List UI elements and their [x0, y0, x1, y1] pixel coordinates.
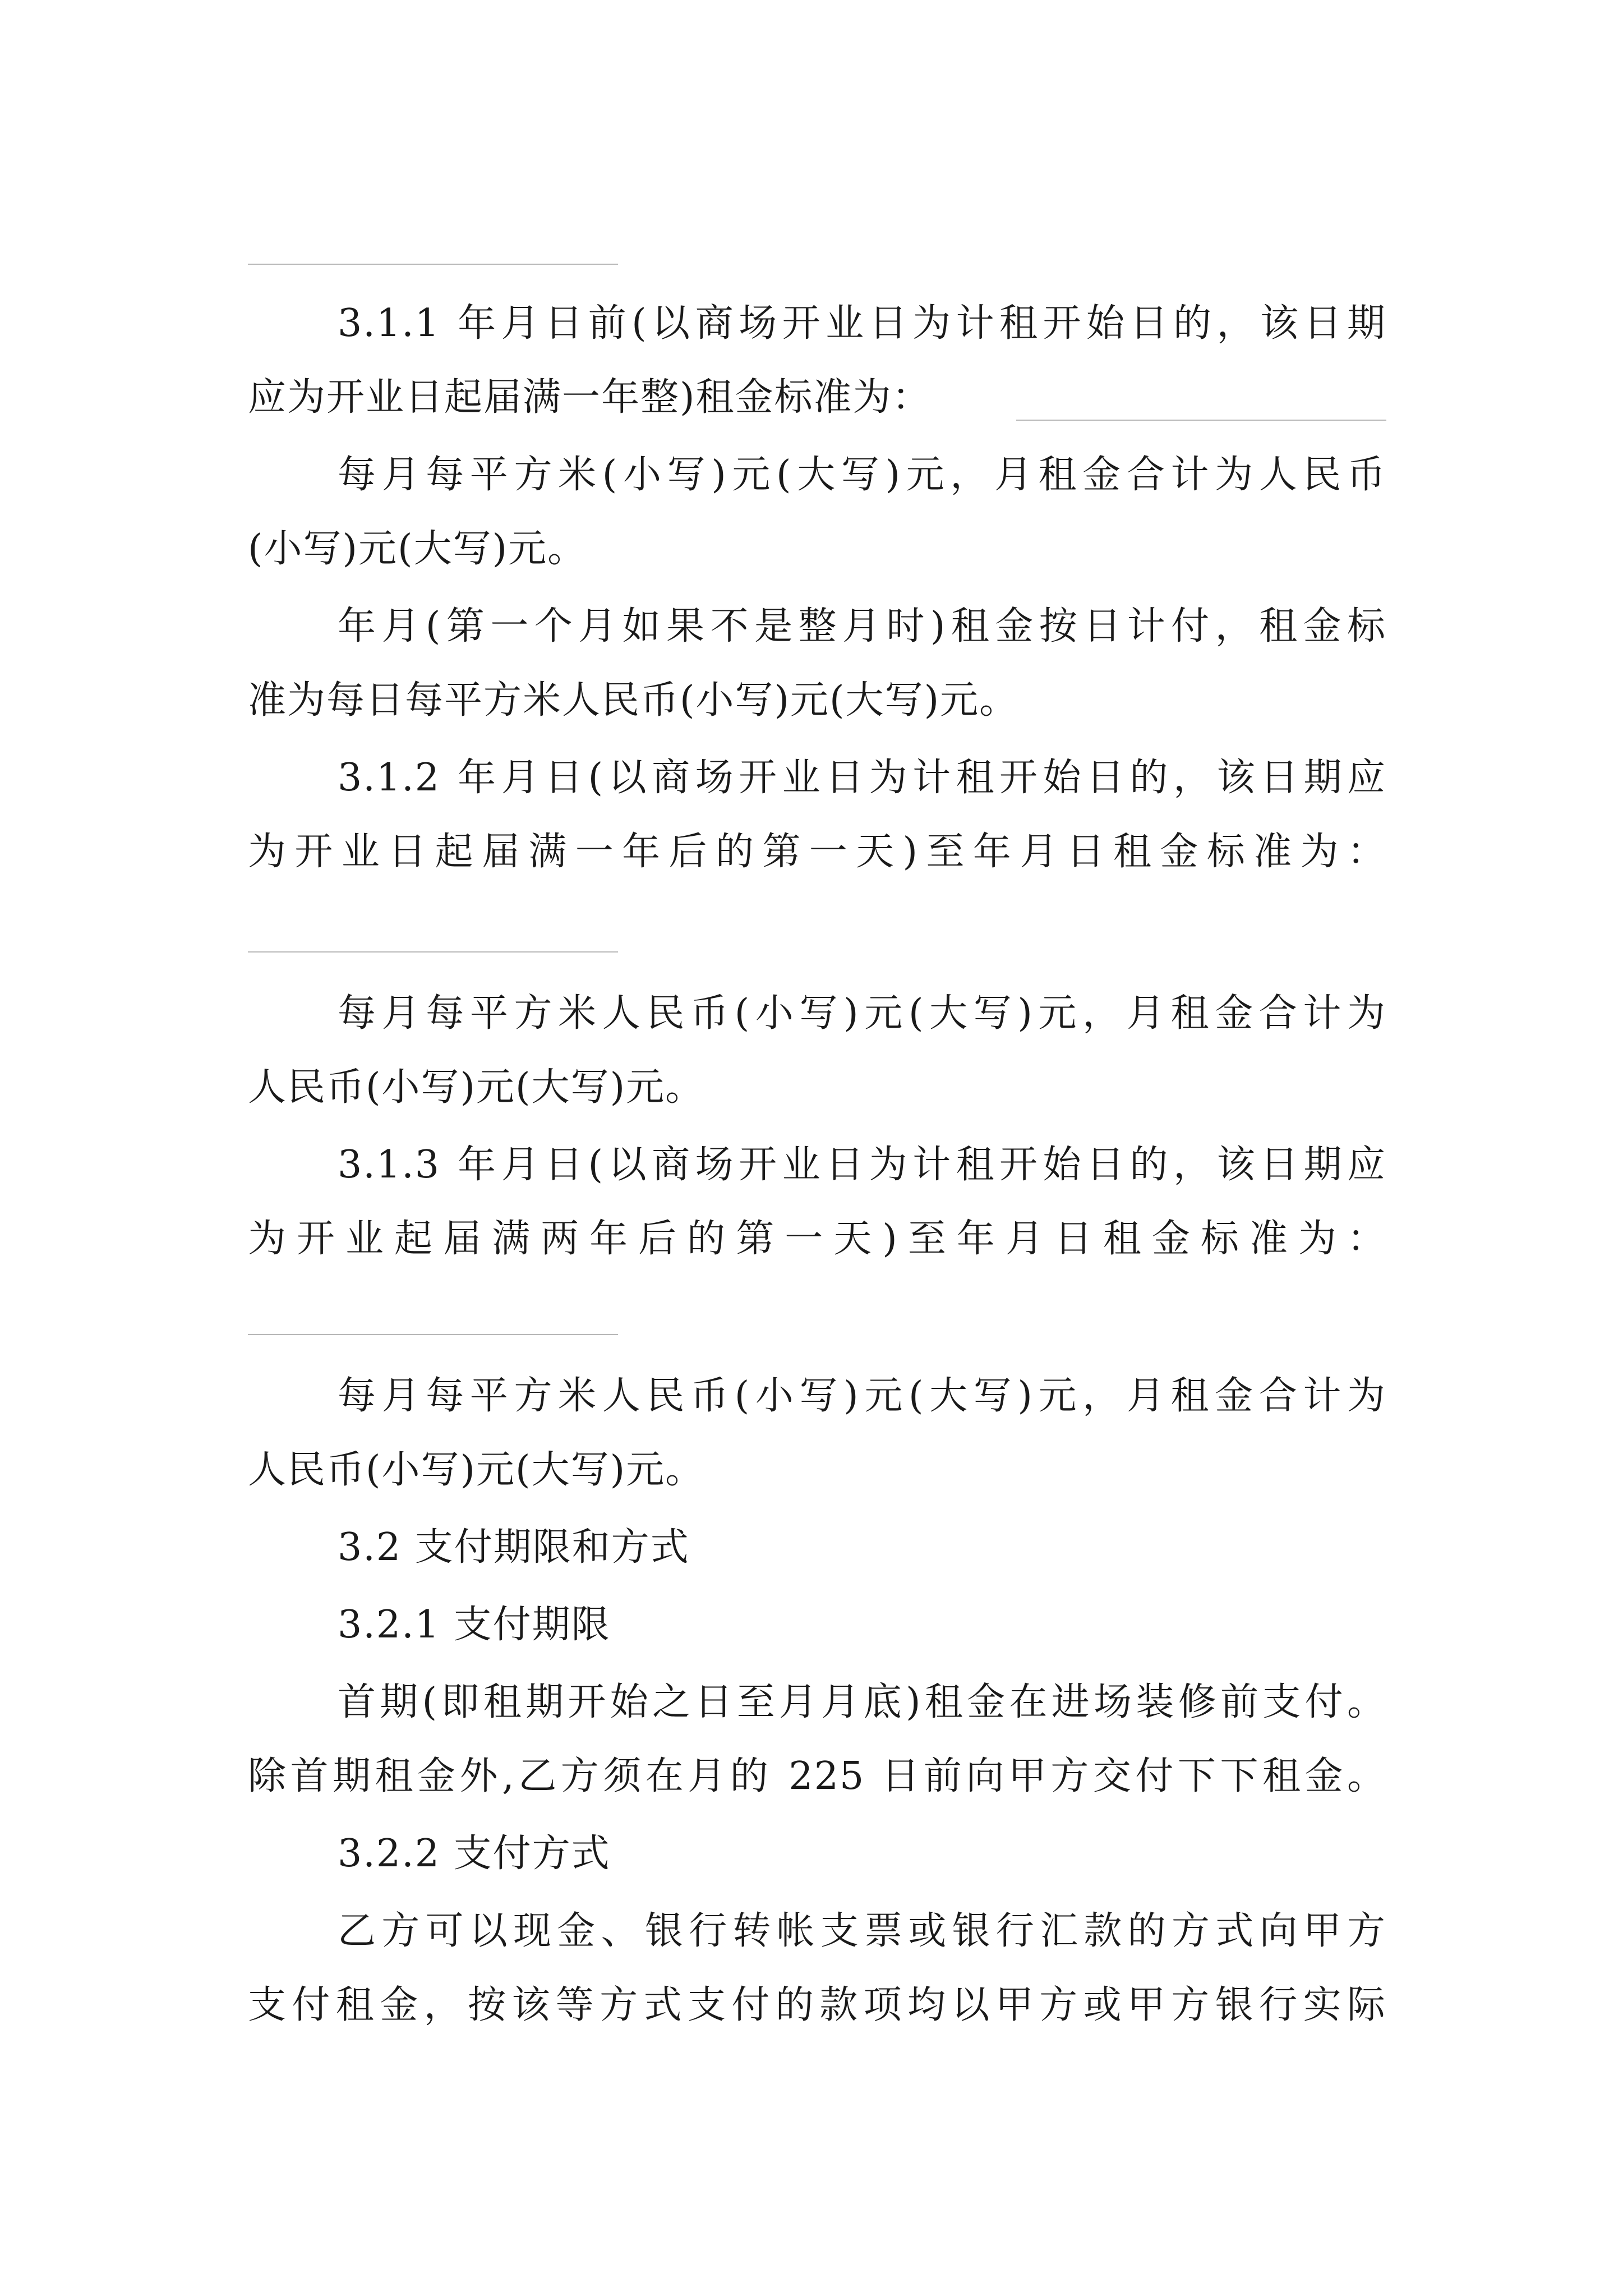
heading-3-2-2: 3.2.2 支付方式	[338, 1832, 611, 1876]
blank-rule-top	[248, 264, 618, 265]
para-payment-term-line-2: 除首期租金外,乙方须在月的 225 日前向甲方交付下下租金。	[248, 1754, 1386, 1798]
para-3-1-1-line-2: 应为开业日起届满一年整)租金标准为：	[248, 375, 932, 420]
para-3-1-3-rent-line-1: 每月每平方米人民币(小写)元(大写)元，月租金合计为	[338, 1374, 1386, 1418]
para-3-1-3-rent-line-2: 人民币(小写)元(大写)元。	[248, 1448, 705, 1492]
para-3-1-2-line-2: 为开业日起届满一年后的第一天)至年月日租金标准为：	[248, 830, 1386, 874]
para-3-1-2-line-1: 3.1.2 年月日(以商场开业日为计租开始日的，该日期应	[338, 756, 1386, 800]
para-3-1-2-rent-line-1: 每月每平方米人民币(小写)元(大写)元，月租金合计为	[338, 991, 1386, 1036]
heading-3-2-1: 3.2.1 支付期限	[338, 1603, 611, 1647]
para-3-1-3-line-2: 为开业起届满两年后的第一天)至年月日租金标准为：	[248, 1217, 1386, 1261]
blank-rule-3-1-2	[248, 951, 618, 953]
para-monthly-rent-line-1: 每月每平方米(小写)元(大写)元，月租金合计为人民币	[338, 453, 1386, 497]
para-3-1-3-line-1: 3.1.3 年月日(以商场开业日为计租开始日的，该日期应	[338, 1143, 1386, 1187]
para-payment-term-line-1: 首期(即租期开始之日至月月底)租金在进场装修前支付。	[338, 1680, 1386, 1724]
para-payment-method-line-1: 乙方可以现金、银行转帐支票或银行汇款的方式向甲方	[338, 1909, 1386, 1953]
para-3-1-1-line-1: 3.1.1 年月日前(以商场开业日为计租开始日的，该日期	[338, 301, 1386, 346]
para-monthly-rent-line-2: (小写)元(大写)元。	[248, 527, 587, 571]
blank-rule-inline	[1016, 420, 1386, 421]
heading-3-2: 3.2 支付期限和方式	[338, 1525, 690, 1570]
para-payment-method-line-2: 支付租金，按该等方式支付的款项均以甲方或甲方银行实际	[248, 1983, 1386, 2027]
para-first-month-line-2: 准为每日每平方米人民币(小写)元(大写)元。	[248, 678, 1019, 723]
blank-rule-3-1-3	[248, 1334, 618, 1335]
para-3-1-2-rent-line-2: 人民币(小写)元(大写)元。	[248, 1065, 705, 1110]
para-first-month-line-1: 年月(第一个月如果不是整月时)租金按日计付，租金标	[338, 604, 1386, 648]
